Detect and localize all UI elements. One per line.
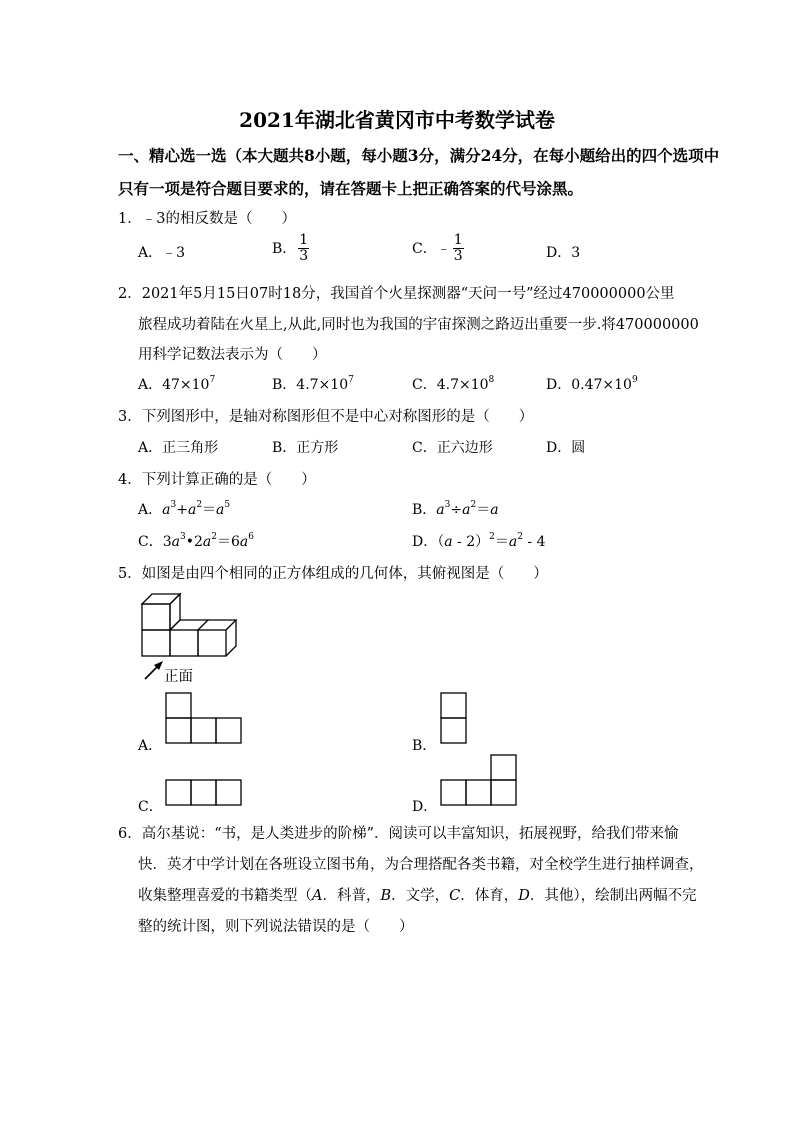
q5-option-d-figure[interactable]	[440, 754, 518, 806]
q4-c-var3: a	[239, 534, 249, 550]
q4-d-equals: ＝	[494, 534, 509, 550]
page-title: 2021年湖北省黄冈市中考数学试卷	[239, 108, 555, 132]
q4-c-exp1: 3	[179, 532, 186, 542]
q1-option-b-fraction	[298, 233, 309, 263]
q1-c-denominator: 3	[453, 247, 463, 264]
section-instructions-line1: 一、精心选一选（本大题共8小题，每小题3分，满分24分，在每小题给出的四个选项中	[118, 146, 720, 165]
q2-d-base: D．0.47×10	[546, 377, 632, 393]
q1-option-b[interactable]	[272, 233, 309, 263]
q4-b-label: B．	[412, 502, 437, 518]
q2-a-exponent: 7	[209, 375, 216, 385]
q4-option-b[interactable]	[412, 499, 499, 519]
q5-option-b-figure[interactable]	[440, 692, 468, 744]
q5-option-a[interactable]: A．	[138, 738, 163, 754]
q1-option-c[interactable]	[412, 233, 464, 263]
q1-b-numerator: 1	[299, 232, 309, 248]
q2-stem-line3: 用科学记数法表示为（ ）	[138, 347, 327, 363]
q4-option-c[interactable]	[138, 531, 254, 551]
q3-option-c[interactable]: C．正六边形	[412, 440, 493, 456]
q2-a-base: A．47×10	[138, 377, 210, 393]
q6-cat-a-text: ．科普，	[322, 888, 381, 904]
q5-option-c[interactable]: C．	[138, 799, 163, 815]
q3-stem: 3．下列图形中，是轴对称图形但不是中心对称图形的是（ ）	[118, 409, 534, 425]
q4-c-var1: a	[171, 534, 180, 550]
q4-c-equals: ＝	[217, 534, 231, 550]
q2-b-base: B．4.7×10	[272, 377, 349, 393]
q1-option-d[interactable]: D．3	[546, 245, 581, 261]
q4-c-coef2: 2	[193, 534, 203, 550]
q4-c-coef3: 6	[231, 534, 240, 550]
q6-stem-line1: 6．高尔基说：“书，是人类进步的阶梯”．阅读可以丰富知识，拓展视野，给我们带来愉	[118, 826, 679, 842]
q3-option-d[interactable]: D．圆	[546, 440, 586, 456]
q2-stem-line1: 2．2021年5月15日07时18分，我国首个火星探测器“天问一号”经过470000000公里	[118, 286, 675, 302]
q4-b-exp1: 3	[444, 500, 451, 510]
q4-d-var2: a	[508, 534, 518, 550]
q1-c-numerator: 1	[453, 232, 463, 248]
q4-d-tail: - 4	[522, 534, 546, 550]
q4-b-var2: a	[462, 502, 471, 518]
q6-stem-line2: 快．英才中学计划在各班设立图书角，为合理搭配各类书籍，对全校学生进行抽样调查，	[138, 857, 704, 873]
q6-cat-c: C	[449, 888, 461, 904]
q4-c-dot: •	[185, 534, 194, 550]
q5-front-label: 正面	[164, 669, 193, 685]
q1-option-a[interactable]: A．﹣3	[138, 245, 186, 261]
q6-stem-line4: 整的统计图，则下列说法错误的是（ ）	[138, 919, 414, 935]
q4-d-label: D．（	[412, 534, 445, 550]
q1-option-c-fraction	[453, 233, 464, 263]
q4-a-exp1: 3	[170, 500, 177, 510]
q6-cat-b-text: ．文学，	[391, 888, 450, 904]
q4-b-exp2: 2	[470, 500, 477, 510]
q2-stem-line2: 旅程成功着陆在火星上,从此,同时也为我国的宇宙探测之路迈出重要一步.将470000000	[138, 317, 699, 333]
q6-cat-b: B	[380, 888, 392, 904]
q4-a-plus: +	[176, 502, 188, 518]
q5-front-arrow	[142, 658, 166, 682]
q4-d-var1: a	[444, 534, 453, 550]
q4-a-label: A．	[138, 502, 163, 518]
q1-b-denominator: 3	[299, 247, 309, 264]
q6-cat-d-text: ．其他），绘制出两幅不完	[529, 888, 697, 904]
q5-option-c-figure[interactable]	[165, 779, 243, 807]
q6-cat-a: A	[312, 888, 323, 904]
q6-stem-line3	[138, 884, 697, 905]
q6-cat-d: D	[518, 888, 530, 904]
q4-a-equals: ＝	[202, 502, 217, 518]
q2-c-base: C．4.7×10	[412, 377, 489, 393]
q6-line3-prefix: 收集整理喜爱的书籍类型（	[138, 888, 312, 904]
q4-stem: 4．下列计算正确的是（ ）	[118, 472, 316, 488]
section-instructions-line2: 只有一项是符合题目要求的，请在答题卡上把正确答案的代号涂黑。	[118, 179, 584, 198]
q2-d-exponent: 9	[631, 375, 638, 385]
q4-a-var2: a	[187, 502, 197, 518]
q2-option-a[interactable]	[138, 374, 215, 394]
q3-option-a[interactable]: A．正三角形	[138, 440, 219, 456]
q5-option-a-figure[interactable]	[165, 692, 243, 744]
q4-a-exp3: 5	[224, 500, 231, 510]
q5-option-d[interactable]: D．	[412, 799, 438, 815]
q4-a-exp2: 2	[196, 500, 203, 510]
q2-option-b[interactable]	[272, 374, 354, 394]
q4-c-var2: a	[202, 534, 212, 550]
q1-stem: 1．﹣3的相反数是（ ）	[118, 211, 296, 227]
q4-d-exp2: 2	[517, 532, 523, 542]
q4-c-exp3: 6	[248, 532, 255, 542]
q5-option-b[interactable]: B．	[412, 738, 437, 754]
q4-a-var1: a	[162, 502, 171, 518]
q4-b-var1: a	[436, 502, 445, 518]
q4-c-label: C．3	[138, 534, 172, 550]
q2-c-exponent: 8	[488, 375, 495, 385]
q5-stem: 5．如图是由四个相同的正方体组成的几何体，其俯视图是（ ）	[118, 566, 548, 582]
q2-option-c[interactable]	[412, 374, 494, 394]
q4-d-mid: - 2）	[452, 534, 490, 550]
q4-b-equals: ＝	[476, 502, 491, 518]
q2-b-exponent: 7	[348, 375, 354, 385]
q4-option-d[interactable]	[412, 531, 546, 551]
q1-option-c-label: C．﹣	[412, 241, 451, 258]
q4-d-exp1: 2	[489, 532, 495, 542]
q4-option-a[interactable]	[138, 499, 230, 519]
q4-a-var3: a	[216, 502, 225, 518]
q4-b-divide: ÷	[450, 502, 463, 518]
q4-c-exp2: 2	[211, 532, 217, 542]
q4-b-var3: a	[490, 502, 499, 518]
q3-option-b[interactable]: B．正方形	[272, 440, 339, 456]
q2-option-d[interactable]	[546, 374, 638, 394]
q1-option-b-label: B．	[272, 241, 297, 258]
q6-cat-c-text: ．体育，	[460, 888, 519, 904]
